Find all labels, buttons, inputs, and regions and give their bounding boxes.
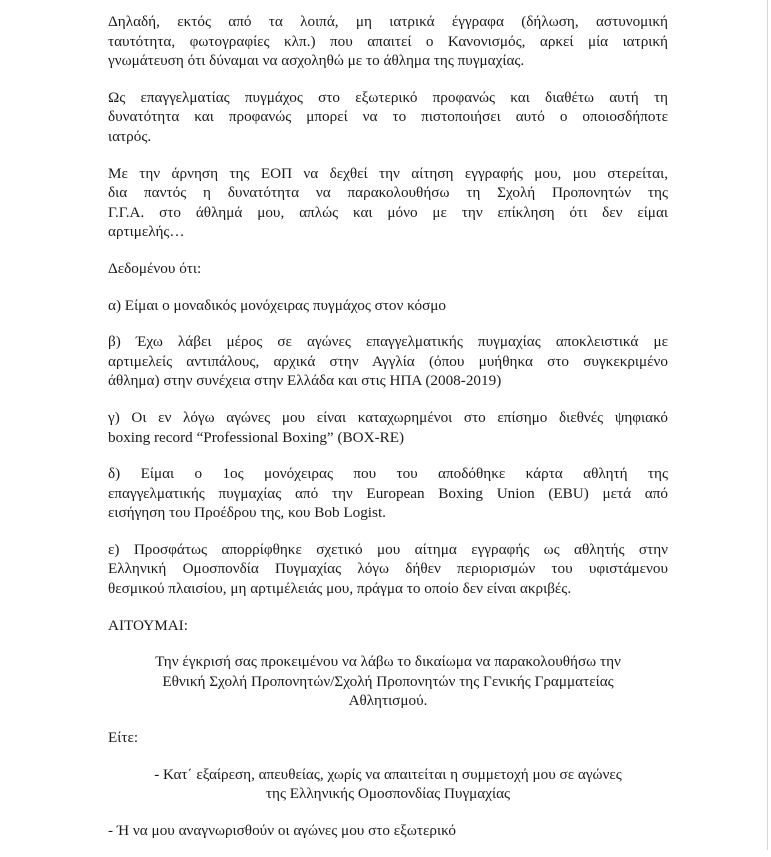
option-item-2	[108, 821, 668, 841]
paragraph-professional	[108, 88, 668, 147]
text-line: αρτιμελής…	[108, 223, 185, 241]
document-body	[108, 12, 668, 857]
text-line: ΑΙΤΟΥΜΑΙ:	[108, 616, 188, 634]
text-line: Είτε:	[108, 729, 139, 747]
text-line: ε) Προσφάτως απορρίφθηκε σχετικό μου αίτημα εγγραφής ως αθλητής στην	[108, 540, 668, 558]
list-item-c	[108, 408, 668, 447]
text-line: Εθνική Σχολή Προπονητών/Σχολή Προπονητών της Γενικής Γραμματείας	[162, 672, 614, 690]
text-line: δια παντός η δυνατότητα να παρακολουθήσω τη Σχολή Προπονητών της	[108, 184, 668, 202]
option-item-1	[108, 765, 668, 804]
text-line: ταυτότητα, φωτογραφίες κλπ.) που απαιτεί ο Κανονισμός, αρκεί μία ιατρική	[108, 32, 668, 50]
request-body	[108, 652, 668, 711]
text-line: Δηλαδή, εκτός από τα λοιπά, μη ιατρικά έγγραφα (δήλωση, αστυνομική	[108, 13, 668, 30]
text-line: της Ελληνικής Ομοσπονδίας Πυγμαχίας	[265, 785, 511, 803]
text-line: α) Είμαι ο μοναδικός μονόχειρας πυγμάχος στον κόσμο	[108, 296, 447, 314]
text-line: Ως επαγγελματίας πυγμάχος στο εξωτερικό προφανώς και διαθέτω αυτή τη	[108, 88, 668, 106]
text-line: γνωμάτευση ότι δύναμαι να ασχοληθώ με το άθλημα της πυγμαχίας.	[108, 52, 525, 70]
page-edge-divider	[767, 0, 768, 850]
text-line: δυνατότητα και προφανώς μπορεί να το πιστοποιήσει αυτό ο οποιοσδήποτε	[108, 108, 668, 126]
text-line: Δεδομένου ότι:	[108, 259, 202, 277]
list-item-b	[108, 332, 668, 391]
text-line: Ελληνική Ομοσπονδία Πυγμαχίας λόγω δήθεν περιορισμών του υφιστάμενου	[108, 560, 668, 578]
text-line: Την έγκρισή σας προκειμένου να λάβω το δικαίωμα να παρακολουθήσω την	[155, 653, 621, 671]
text-line: αρτιμελείς αντιπάλους, αρχικά στην Αγγλία (όπου μυήθηκα στο συγκεκριμένο	[108, 352, 668, 370]
paragraph-either	[108, 728, 668, 748]
text-line: Γ.Γ.Α. στο άθλημά μου, απλώς και μόνο με την επίκληση ότι δεν είμαι	[108, 203, 668, 221]
text-line: Με την άρνηση της ΕΟΠ να δεχθεί την αίτηση εγγραφής μου, μου στερείται,	[108, 164, 668, 182]
text-line: - Ή να μου αναγνωρισθούν οι αγώνες μου στο εξωτερικό	[108, 821, 456, 839]
text-line: επαγγελματικής πυγμαχίας από την European Boxing Union (EBU) μετά από	[108, 484, 668, 502]
text-line: άθλημα) στην συνέχεια στην Ελλάδα και στις ΗΠΑ (2008-2019)	[108, 372, 502, 390]
text-line: δ) Είμαι ο 1ος μονόχειρας που του αποδόθηκε κάρτα αθλητή της	[108, 465, 668, 483]
text-line: θεσμικού πλαισίου, μη αρτιμέλειάς μου, πράγμα το οποίο δεν είναι ακριβές.	[108, 580, 572, 598]
text-line: boxing record “Professional Boxing” (BOX-RE)	[108, 428, 405, 446]
request-heading	[108, 616, 668, 636]
text-line: - Κατ΄ εξαίρεση, απευθείας, χωρίς να απαιτείται η συμμετοχή μου σε αγώνες	[154, 765, 622, 783]
text-line: ιατρός.	[108, 127, 152, 145]
text-line: β) Έχω λάβει μέρος σε αγώνες επαγγελματικής πυγμαχίας αποκλειστικά με	[108, 333, 668, 351]
text-line: γ) Οι εν λόγω αγώνες μου είναι καταχωρημένοι στο επίσημο διεθνές ψηφιακό	[108, 408, 668, 426]
list-item-e	[108, 540, 668, 599]
paragraph-intro	[108, 12, 668, 71]
paragraph-given	[108, 259, 668, 279]
text-line: εισήγηση του Προέδρου της, κου Bob Logist.	[108, 504, 386, 522]
paragraph-refusal	[108, 164, 668, 242]
list-item-d	[108, 464, 668, 523]
list-item-a	[108, 296, 668, 316]
text-line: Αθλητισμού.	[348, 692, 428, 710]
